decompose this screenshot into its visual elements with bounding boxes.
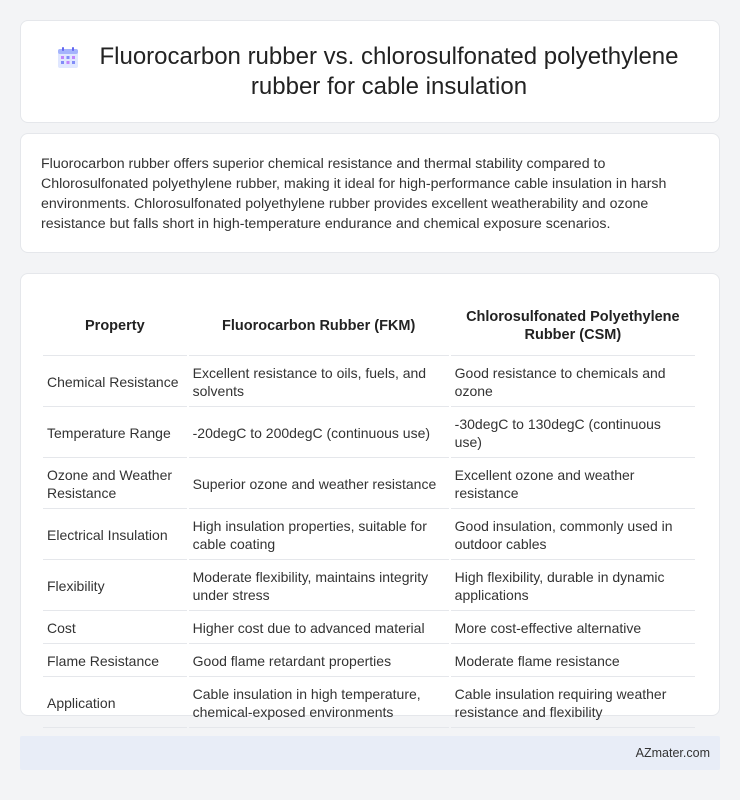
property-cell: Electrical Insulation bbox=[43, 511, 187, 560]
property-cell: Cost bbox=[43, 613, 187, 644]
fkm-cell: Excellent resistance to oils, fuels, and solvents bbox=[189, 358, 449, 407]
fkm-cell: Cable insulation in high temperature, chemical-exposed environments bbox=[189, 679, 449, 728]
fkm-cell: High insulation properties, suitable for cable coating bbox=[189, 511, 449, 560]
table-row bbox=[43, 562, 695, 611]
fkm-cell: Higher cost due to advanced material bbox=[189, 613, 449, 644]
header-property: Property bbox=[43, 296, 187, 356]
csm-cell: Cable insulation requiring weather resistance and flexibility bbox=[451, 679, 695, 728]
footer-bar bbox=[20, 736, 720, 770]
footer-source-link[interactable]: AZmater.com bbox=[635, 746, 710, 760]
header-fkm: Fluorocarbon Rubber (FKM) bbox=[189, 296, 449, 356]
fkm-cell: Good flame retardant properties bbox=[189, 646, 449, 677]
property-cell: Chemical Resistance bbox=[43, 358, 187, 407]
property-cell: Ozone and Weather Resistance bbox=[43, 460, 187, 509]
csm-cell: More cost-effective alternative bbox=[451, 613, 695, 644]
header-card bbox=[20, 20, 720, 123]
csm-cell: Good resistance to chemicals and ozone bbox=[451, 358, 695, 407]
fkm-cell: Superior ozone and weather resistance bbox=[189, 460, 449, 509]
comparison-table bbox=[41, 294, 697, 730]
csm-cell: Excellent ozone and weather resistance bbox=[451, 460, 695, 509]
table-row bbox=[43, 358, 695, 407]
property-cell: Flexibility bbox=[43, 562, 187, 611]
property-cell: Temperature Range bbox=[43, 409, 187, 458]
property-cell: Flame Resistance bbox=[43, 646, 187, 677]
title-wrap bbox=[56, 42, 684, 102]
table-row bbox=[43, 409, 695, 458]
summary-text: Fluorocarbon rubber offers superior chemical resistance and thermal stability compared to Chlorosulfonated polyethylene rubber, making it ideal for high-performance cable insulation in harsh environments. Chlorosulfonated polyethylene rubber provides excellent weatherability and ozone resistance but falls short in high-temperature endurance and chemical exposure scenarios. bbox=[41, 156, 667, 232]
calendar-grid-icon bbox=[56, 46, 80, 70]
summary-card bbox=[20, 133, 720, 253]
fkm-cell: Moderate flexibility, maintains integrity under stress bbox=[189, 562, 449, 611]
page-title: Fluorocarbon rubber vs. chlorosulfonated polyethylene rubber for cable insulation bbox=[99, 42, 679, 100]
table-row bbox=[43, 613, 695, 644]
table-row bbox=[43, 679, 695, 728]
fkm-cell: -20degC to 200degC (continuous use) bbox=[189, 409, 449, 458]
comparison-table-card bbox=[20, 273, 720, 720]
csm-cell: Moderate flame resistance bbox=[451, 646, 695, 677]
csm-cell: Good insulation, commonly used in outdoor cables bbox=[451, 511, 695, 560]
csm-cell: -30degC to 130degC (continuous use) bbox=[451, 409, 695, 458]
table-header-row bbox=[43, 296, 695, 356]
property-cell: Application bbox=[43, 679, 187, 728]
header-csm: Chlorosulfonated Polyethylene Rubber (CSM) bbox=[451, 296, 695, 356]
table-row bbox=[43, 511, 695, 560]
csm-cell: High flexibility, durable in dynamic applications bbox=[451, 562, 695, 611]
table-row bbox=[43, 460, 695, 509]
table-row bbox=[43, 646, 695, 677]
